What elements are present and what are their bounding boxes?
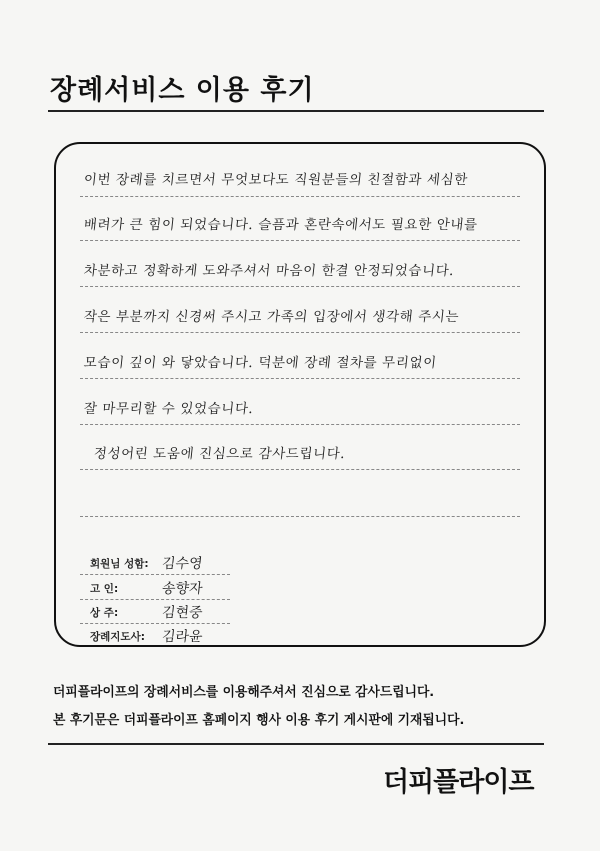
company-logo: 더피플라이프 bbox=[383, 767, 534, 798]
signature-value-deceased: 송향자 bbox=[161, 581, 204, 597]
signature-label-deceased: 고 인: bbox=[90, 583, 119, 595]
footer-divider bbox=[48, 743, 544, 745]
ruled-line bbox=[80, 240, 520, 241]
page-title: 장례서비스 이용 후기 bbox=[50, 75, 315, 106]
footer-thanks: 더피플라이프의 장례서비스를 이용해주셔서 진심으로 감사드립니다. bbox=[53, 685, 435, 700]
signature-label-chief-mourner: 상 주: bbox=[90, 607, 119, 619]
ruled-line bbox=[80, 516, 520, 517]
ruled-line bbox=[80, 469, 520, 470]
signature-value-member: 김수영 bbox=[161, 556, 204, 572]
signature-label-member: 회원님 성함: bbox=[90, 558, 149, 570]
ruled-line bbox=[80, 196, 520, 197]
signature-label-director: 장례지도사: bbox=[90, 631, 145, 643]
review-card bbox=[54, 142, 546, 647]
review-line: 정성어린 도움에 진심으로 감사드립니다. bbox=[92, 446, 347, 462]
signature-line bbox=[80, 599, 230, 600]
review-line: 잘 마무리할 수 있었습니다. bbox=[82, 401, 255, 417]
review-line: 배려가 큰 힘이 되었습니다. 슬픔과 혼란속에서도 필요한 안내를 bbox=[82, 217, 479, 233]
signature-value-director: 김라윤 bbox=[161, 629, 204, 645]
signature-line bbox=[80, 623, 230, 624]
ruled-line bbox=[80, 424, 520, 425]
footer-notice: 본 후기문은 더피플라이프 홈페이지 행사 이용 후기 게시판에 기재됩니다. bbox=[53, 713, 465, 728]
ruled-line bbox=[80, 378, 520, 379]
review-line: 작은 부분까지 신경써 주시고 가족의 입장에서 생각해 주시는 bbox=[82, 309, 460, 325]
review-line: 차분하고 정확하게 도와주셔서 마음이 한결 안정되었습니다. bbox=[82, 263, 456, 279]
ruled-line bbox=[80, 332, 520, 333]
review-line: 모습이 깊이 와 닿았습니다. 덕분에 장례 절차를 무리없이 bbox=[82, 355, 438, 371]
review-line: 이번 장례를 치르면서 무엇보다도 직원분들의 친절함과 세심한 bbox=[82, 172, 469, 188]
title-divider bbox=[48, 110, 544, 112]
signature-line bbox=[80, 574, 230, 575]
signature-value-chief-mourner: 김현중 bbox=[161, 605, 204, 621]
ruled-line bbox=[80, 286, 520, 287]
